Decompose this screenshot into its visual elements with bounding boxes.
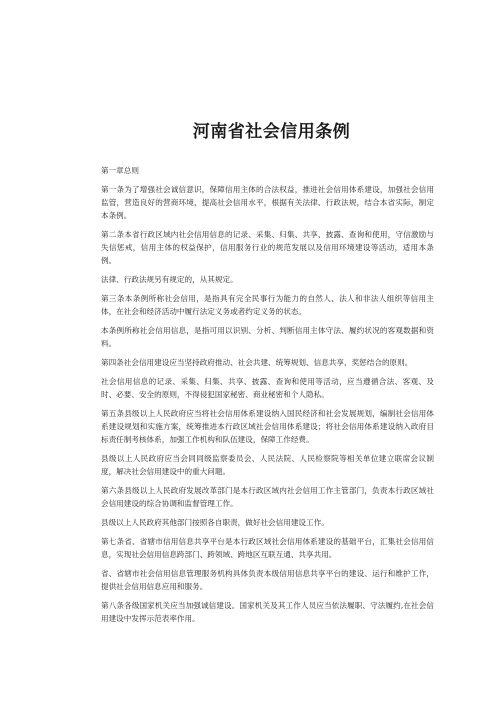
- paragraph: 第七条省、省辖市信用信息共享平台是本行政区域社会信用体系建设的基础平台，汇集社会信用信息，实现社会信用信息跨部门、跨领域、跨地区互联互通、共享共用。: [101, 536, 434, 559]
- paragraph: 社会信用信息的记录、采集、归集、共享、披露、查询和使用等活动，应当遵循合法、客观、及时、必要、安全的原则，不得侵犯国家秘密、商业秘密和个人隐私。: [101, 376, 434, 399]
- chapter-heading: 第一章总则: [101, 166, 139, 175]
- document-title: 河南省社会信用条例: [192, 122, 351, 142]
- document-body: [101, 164, 434, 625]
- paragraph: 第四条社会信用建设应当坚持政府推动、社会共建、统筹规划、信息共享、奖惩结合的原则。: [101, 358, 413, 367]
- paragraph: 第二条本省行政区域内社会信用信息的记录、采集、归集、共享、披露、查询和使用，守信激励与失信惩戒，信用主体的权益保护，信用服务行业的规范发展以及信用环境建设等活动，适用本条例。: [101, 230, 434, 266]
- paragraph: 第八条各级国家机关应当加强诚信建设。国家机关及其工作人员应当依法履职、守法履约,在社会信用建设中发挥示范表率作用。: [101, 600, 434, 623]
- paragraph: 县级以上人民政府其他部门按照各自职责，做好社会信用建设工作。: [101, 518, 329, 527]
- paragraph: 县级以上人民政府应当会同同级监察委员会、人民法院、人民检察院等相关单位建立联席会议制度，解决社会信用建设中的重大问题。: [101, 454, 434, 477]
- paragraph: 第三条本条例所称社会信用，是指具有完全民事行为能力的自然人、法人和非法人组织等信用主体，在社会和经济活动中履行法定义务或者约定义务的状态。: [101, 294, 434, 317]
- paragraph: 法律、行政法规另有规定的，从其规定。: [101, 275, 238, 285]
- paragraph: 省、省辖市社会信用信息管理服务机构具体负责本级信用信息共享平台的建设、运行和维护工作，提供社会信用信息应用和服务。: [101, 568, 434, 591]
- paragraph: 第五条县级以上人民政府应当将社会信用体系建设纳入国民经济和社会发展规划，编制社会信用体系建设规划和实施方案，统筹推进本行政区域社会信用体系建设；将社会信用体系建设纳入政府目标责任制考核体系，加强工作机构和队伍建设，保障工作经费。: [101, 408, 434, 445]
- paragraph: 第六条县级以上人民政府发展改革部门是本行政区域内社会信用工作主管部门，负责本行政区域社会信用建设的综合协调和监督管理工作。: [101, 486, 434, 509]
- paragraph: 本条例所称社会信用信息，是指可用以识别、分析、判断信用主体守法、履约状况的客观数据和资料。: [101, 326, 434, 349]
- paragraph: 第一条为了增强社会诚信意识，保障信用主体的合法权益，推进社会信用体系建设，加强社会信用监管，营造良好的营商环境，提高社会信用水平，根据有关法律、行政法规，结合本省实际，制定本条例。: [101, 184, 434, 221]
